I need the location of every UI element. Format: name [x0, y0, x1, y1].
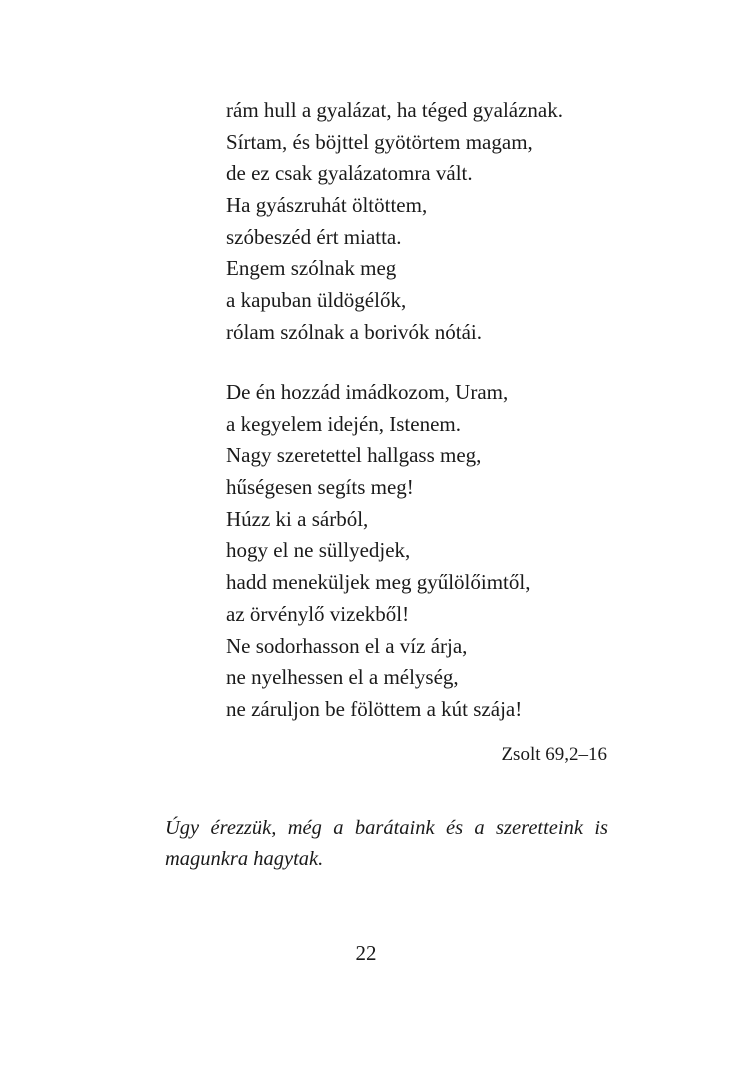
poem-line: szóbeszéd ért miatta.	[226, 224, 402, 249]
poem-stanza-2	[226, 377, 530, 726]
page-number: 22	[355, 941, 377, 965]
poem-line: ne záruljon be fölöttem a kút szája!	[226, 696, 523, 721]
poem-line: Ne sodorhasson el a víz árja,	[226, 633, 468, 658]
poem-line: hogy el ne süllyedjek,	[226, 538, 411, 563]
poem-line: hűségesen segíts meg!	[226, 475, 414, 500]
poem-line: Sírtam, és böjttel gyötörtem magam,	[226, 129, 533, 154]
poem-line: rólam szólnak a borivók nótái.	[226, 319, 483, 344]
poem-stanza-1	[226, 95, 563, 349]
poem-line: De én hozzád imádkozom, Uram,	[226, 380, 509, 404]
poem-line: de ez csak gyalázatomra vált.	[226, 161, 473, 186]
poem-line: Nagy szeretettel hallgass meg,	[226, 443, 482, 468]
poem-line: az örvénylő vizekből!	[226, 601, 410, 626]
poem-line: Engem szólnak meg	[226, 256, 397, 281]
poem-line: a kegyelem idején, Istenem.	[226, 411, 461, 436]
commentary-text: Úgy érezzük, még a barátaink és a szeretteink is magunkra hagytak.	[165, 817, 608, 870]
poem-line: ne nyelhessen el a mélység,	[226, 665, 459, 690]
poem-line: Ha gyászruhát öltöttem,	[226, 193, 428, 218]
poem-line: hadd meneküljek meg gyűlölőimtől,	[226, 570, 531, 595]
poem-line: Húzz ki a sárból,	[226, 506, 369, 531]
poem-line: rám hull a gyalázat, ha téged gyaláznak.	[226, 98, 564, 122]
poem-line: a kapuban üldögélők,	[226, 288, 407, 313]
scripture-citation: Zsolt 69,2–16	[501, 744, 607, 765]
